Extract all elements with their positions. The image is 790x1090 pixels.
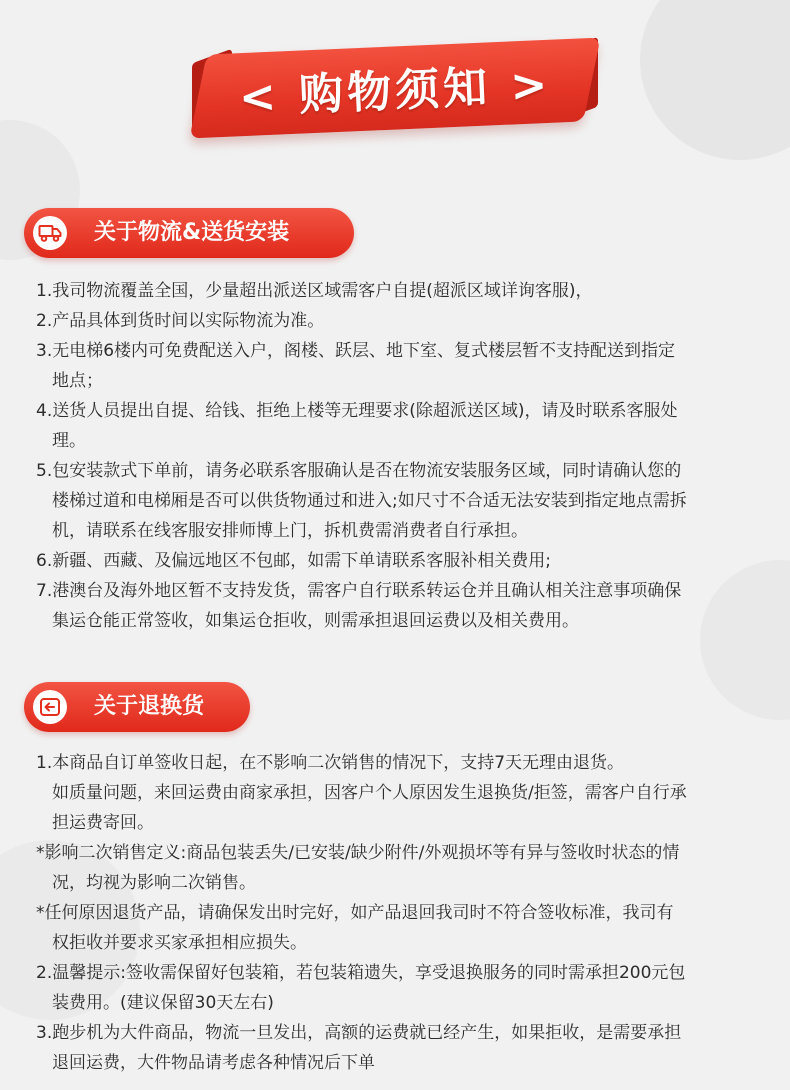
text-line: 3.无电梯6楼内可免费配送入户，阁楼、跃层、地下室、复式楼层暂不支持配送到指定 <box>36 341 676 361</box>
return-arrow-icon <box>33 690 67 724</box>
text-line: 况，均视为影响二次销售。 <box>52 873 256 893</box>
text-line: 5.包安装款式下单前，请务必联系客服确认是否在物流安装服务区域，同时请确认您的 <box>36 461 682 481</box>
section-title: 关于退换货 <box>94 694 205 719</box>
text-line: 1.我司物流覆盖全国，少量超出派送区域需客户自提(超派区域详询客服)， <box>36 281 593 301</box>
text-line: 楼梯过道和电梯厢是否可以供货物通过和进入;如尺寸不合适无法安装到指定地点需拆 <box>52 491 687 511</box>
text-line: 担运费寄回。 <box>52 813 154 833</box>
logistics-text <box>36 276 766 636</box>
text-line: 理。 <box>52 431 86 451</box>
text-line: 如质量问题，来回运费由商家承担，因客户个人原因发生退换货/拒签，需客户自行承 <box>52 783 687 803</box>
text-line: 7.港澳台及海外地区暂不支持发货，需客户自行联系转运仓并且确认相关注意事项确保 <box>36 581 682 601</box>
section-header-logistics <box>24 208 354 258</box>
section-header-returns <box>24 682 250 732</box>
text-line: 6.新疆、西藏、及偏远地区不包邮，如需下单请联系客服补相关费用; <box>36 551 551 571</box>
bg-decoration <box>640 0 790 160</box>
truck-icon <box>33 216 67 250</box>
text-line: 3.跑步机为大件商品，物流一旦发出，高额的运费就已经产生，如果拒收，是需要承担 <box>36 1023 682 1043</box>
text-line: 地点； <box>52 371 103 391</box>
text-line: 集运仓能正常签收，如集运仓拒收，则需承担退回运费以及相关费用。 <box>52 611 579 631</box>
text-line: 1.本商品自订单签收日起，在不影响二次销售的情况下，支持7天无理由退货。 <box>36 753 625 773</box>
text-line: *任何原因退货产品，请确保发出时完好，如产品退回我司时不符合签收标准，我司有 <box>36 903 674 923</box>
text-line: 权拒收并要求买家承担相应损失。 <box>52 933 307 953</box>
text-line: 4.送货人员提出自提、给钱、拒绝上楼等无理要求(除超派送区域)，请及时联系客服处 <box>36 401 678 421</box>
text-line: 机，请联系在线客服安排师博上门，拆机费需消费者自行承担。 <box>52 521 528 541</box>
page-title-banner <box>190 38 600 138</box>
text-line: *影响二次销售定义:商品包装丢失/已安装/缺少附件/外观损坏等有异与签收时状态的情 <box>36 843 680 863</box>
returns-text <box>36 748 766 1078</box>
page-title: < 购物须知 > <box>238 59 553 124</box>
text-line: 退回运费，大件物品请考虑各种情况后下单 <box>52 1053 375 1073</box>
section-title: 关于物流&送货安装 <box>94 220 290 245</box>
text-line: 装费用。(建议保留30天左右) <box>52 993 274 1013</box>
text-line: 2.温馨提示:签收需保留好包装箱，若包装箱遗失，享受退换服务的同时需承担200元包 <box>36 963 686 983</box>
text-line: 2.产品具体到货时间以实际物流为准。 <box>36 311 325 331</box>
